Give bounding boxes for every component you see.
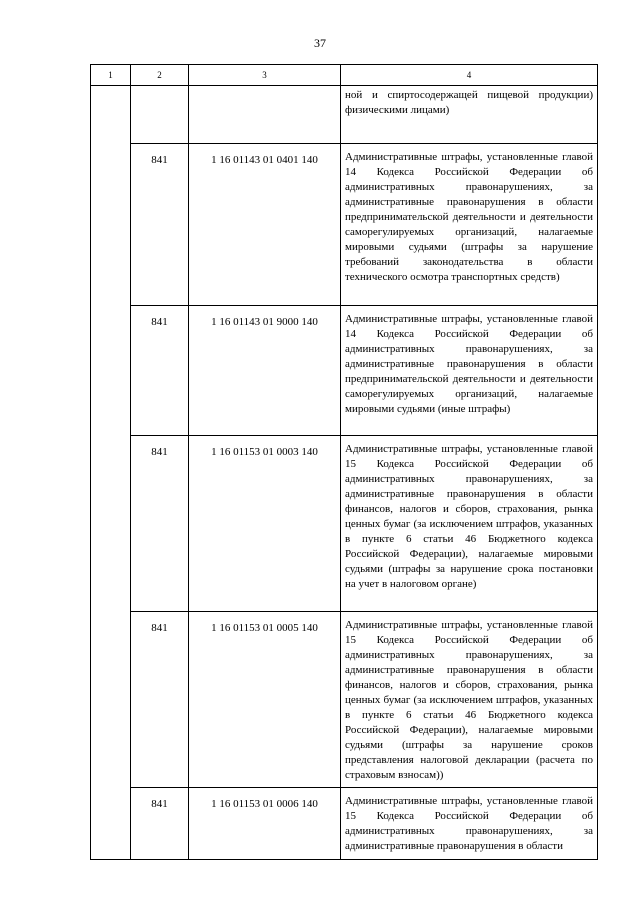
description-cell: Административные штрафы, установленные главой 15 Кодекса Российской Федерации об административных правонарушениях, за административные правонарушения в области финансов, налогов и сборов, страхования, рынка ценных бумаг (за исключением штрафов, указанных в пункте 6 статьи 46 Бюджетного кодекса Российской Федерации), налагаемые мировыми судьями (штрафы за нарушение сроков представления налоговой декларации (расчета по страховым взносам)) — [341, 612, 598, 788]
table-row — [91, 436, 598, 612]
kbk-code-cell: 1 16 01143 01 0401 140 — [189, 144, 341, 306]
table-row — [91, 86, 598, 144]
header-col-2: 2 — [131, 65, 189, 86]
admin-code-cell — [131, 86, 189, 144]
admin-code-cell: 841 — [131, 788, 189, 860]
admin-code-cell: 841 — [131, 144, 189, 306]
table-row — [91, 788, 598, 860]
header-col-4: 4 — [341, 65, 598, 86]
table-row — [91, 612, 598, 788]
header-col-1: 1 — [91, 65, 131, 86]
admin-code-cell: 841 — [131, 436, 189, 612]
kbk-code-cell: 1 16 01153 01 0005 140 — [189, 612, 341, 788]
admin-code-cell: 841 — [131, 306, 189, 436]
table-row — [91, 306, 598, 436]
kbk-code-cell: 1 16 01153 01 0003 140 — [189, 436, 341, 612]
description-cell: ной и спиртосодержащей пищевой продукции) физическими лицами) — [341, 86, 598, 144]
revenue-codes-table — [90, 64, 598, 860]
kbk-code-cell — [189, 86, 341, 144]
kbk-code-cell: 1 16 01153 01 0006 140 — [189, 788, 341, 860]
table-row — [91, 144, 598, 306]
description-cell: Административные штрафы, установленные главой 14 Кодекса Российской Федерации об административных правонарушениях, за административные правонарушения в области предпринимательской деятельности и деятельности саморегулируемых организаций, налагаемые мировыми судьями (иные штрафы) — [341, 306, 598, 436]
description-cell: Административные штрафы, установленные главой 14 Кодекса Российской Федерации об административных правонарушениях, за административные правонарушения в области предпринимательской деятельности и деятельности саморегулируемых организаций, налагаемые мировыми судьями (штрафы за нарушение требований законодательства в области технического осмотра транспортных средств) — [341, 144, 598, 306]
page-number: 37 — [314, 36, 326, 50]
description-cell: Административные штрафы, установленные главой 15 Кодекса Российской Федерации об административных правонарушениях, за административные правонарушения в области финансов, налогов и сборов, страхования, рынка ценных бумаг (за исключением штрафов, указанных в пункте 6 статьи 46 Бюджетного кодекса Российской Федерации), налагаемые мировыми судьями (штрафы за нарушение срока постановки на учет в налоговом органе) — [341, 436, 598, 612]
description-cell: Административные штрафы, установленные главой 15 Кодекса Российской Федерации об административных правонарушениях, за административные правонарушения в области — [341, 788, 598, 860]
merged-col-1-cell — [91, 86, 131, 860]
admin-code-cell: 841 — [131, 612, 189, 788]
table-header-row — [91, 65, 598, 86]
header-col-3: 3 — [189, 65, 341, 86]
kbk-code-cell: 1 16 01143 01 9000 140 — [189, 306, 341, 436]
